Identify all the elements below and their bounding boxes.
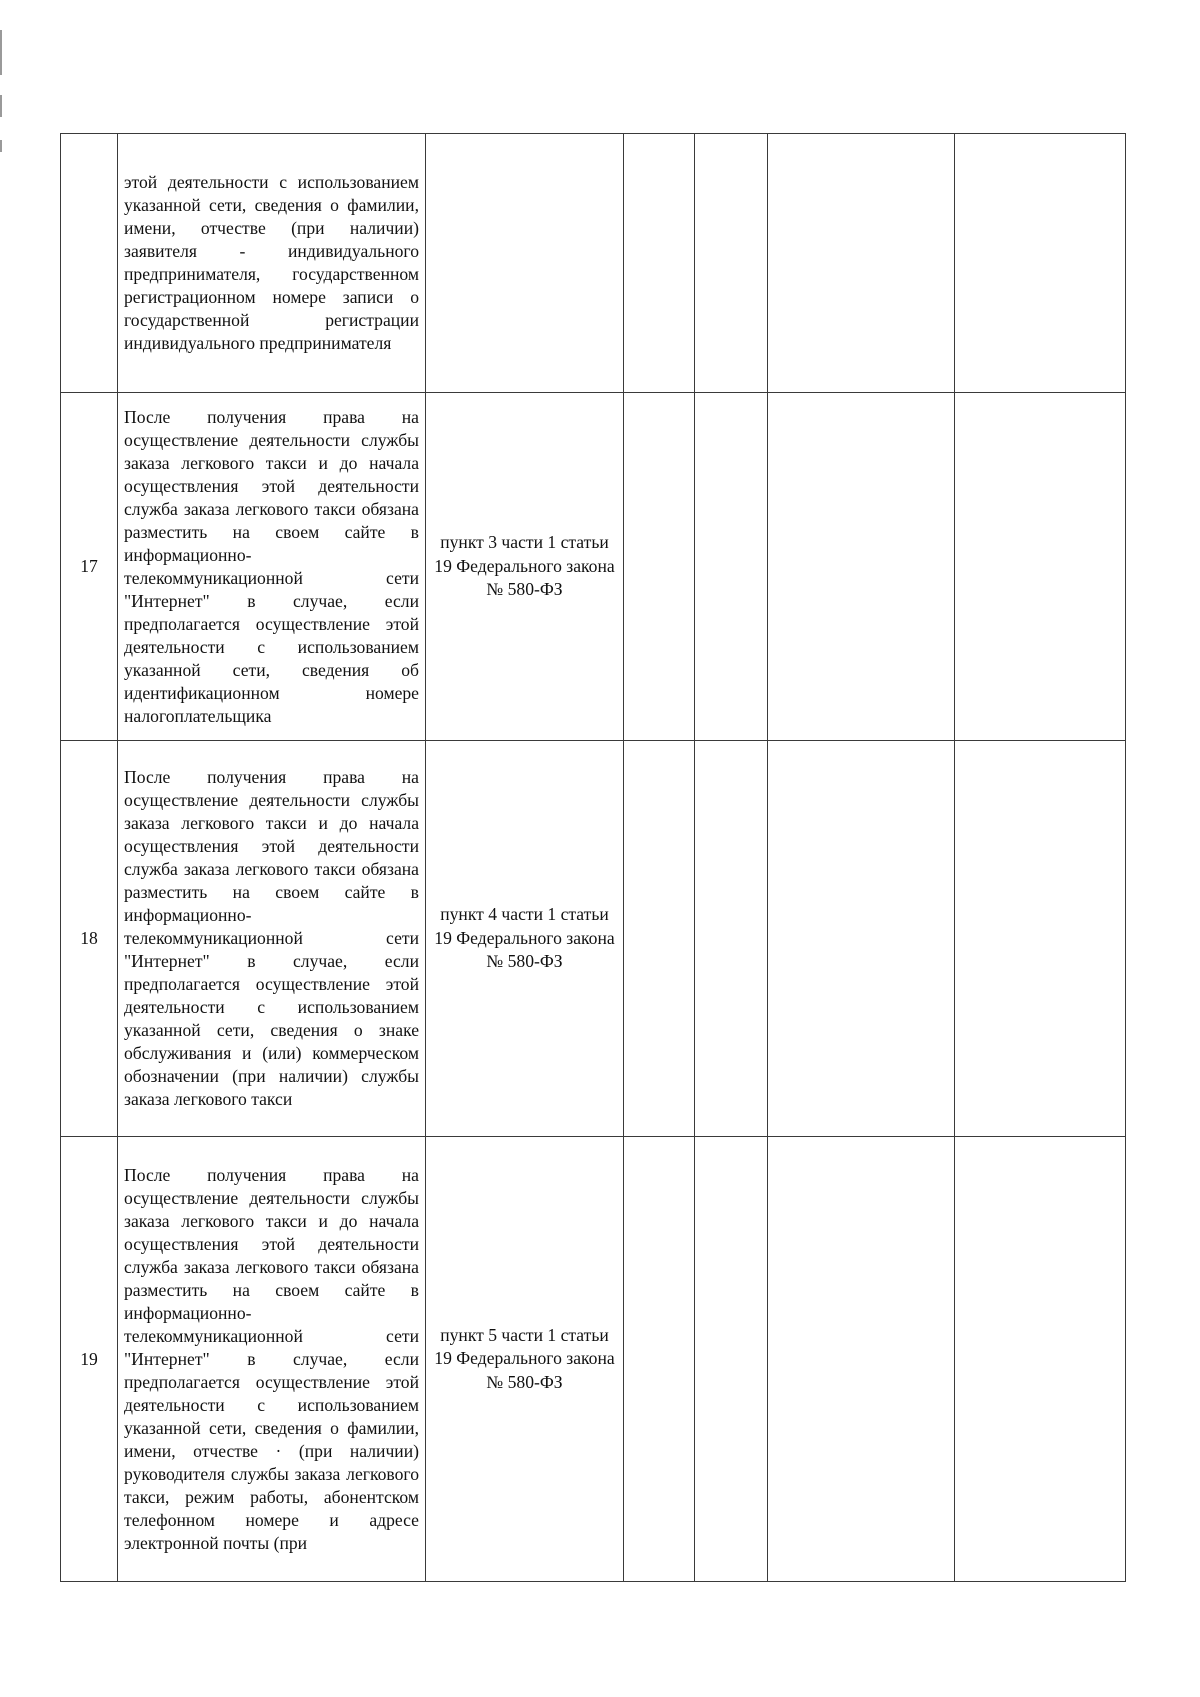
requirement-text: После получения права на осуществление деятельности службы заказа легкового такси и до начала осуществления этой деятельности служба заказа легкового такси обязана разместить на своем сайте в информационно-телекоммуникационной сети "Интернет" в случае, если предполагается осуществление этой деятельности с использованием указанной сети, сведения об идентификационном номере налогоплательщика [118,393,426,741]
empty-cell [624,741,695,1137]
empty-cell [768,393,955,741]
table-row [61,741,1126,1137]
empty-cell [695,393,768,741]
scan-edge-mark [0,140,2,152]
requirement-text: После получения права на осуществление деятельности службы заказа легкового такси и до начала осуществления этой деятельности служба заказа легкового такси обязана разместить на своем сайте в информационно-телекоммуникационной сети "Интернет" в случае, если предполагается осуществление этой деятельности с использованием указанной сети, сведения о фамилии, имени, отчестве · (при наличии) руководителя службы заказа легкового такси, режим работы, абонентском телефонном номере и адресе электронной почты (при [118,1137,426,1582]
row-number [61,134,118,393]
empty-cell [955,393,1126,741]
empty-cell [955,134,1126,393]
requirement-text: этой деятельности с использованием указанной сети, сведения о фамилии, имени, отчестве (при наличии) заявителя - индивидуального предпринимателя, государственном регистрационном номере записи о государственной регистрации индивидуального предпринимателя [118,134,426,393]
empty-cell [624,134,695,393]
legal-reference: пункт 5 части 1 статьи 19 Федерального закона № 580-ФЗ [426,1137,624,1582]
empty-cell [955,741,1126,1137]
requirements-table-container [60,133,1125,1582]
requirement-text: После получения права на осуществление деятельности службы заказа легкового такси и до начала осуществления этой деятельности служба заказа легкового такси обязана разместить на своем сайте в информационно-телекоммуникационной сети "Интернет" в случае, если предполагается осуществление этой деятельности с использованием указанной сети, сведения о знаке обслуживания и (или) коммерческом обозначении (при наличии) службы заказа легкового такси [118,741,426,1137]
row-number: 17 [61,393,118,741]
empty-cell [955,1137,1126,1582]
empty-cell [768,134,955,393]
table-row [61,134,1126,393]
row-number: 19 [61,1137,118,1582]
empty-cell [695,134,768,393]
scan-edge-mark [0,30,2,75]
row-number: 18 [61,741,118,1137]
empty-cell [768,741,955,1137]
empty-cell [768,1137,955,1582]
empty-cell [624,1137,695,1582]
legal-reference: пункт 3 части 1 статьи 19 Федерального закона № 580-ФЗ [426,393,624,741]
empty-cell [695,741,768,1137]
scan-edge-mark [0,95,2,117]
empty-cell [624,393,695,741]
table-row [61,1137,1126,1582]
legal-reference: пункт 4 части 1 статьи 19 Федерального закона № 580-ФЗ [426,741,624,1137]
empty-cell [695,1137,768,1582]
legal-reference [426,134,624,393]
table-row [61,393,1126,741]
requirements-table [60,133,1126,1582]
